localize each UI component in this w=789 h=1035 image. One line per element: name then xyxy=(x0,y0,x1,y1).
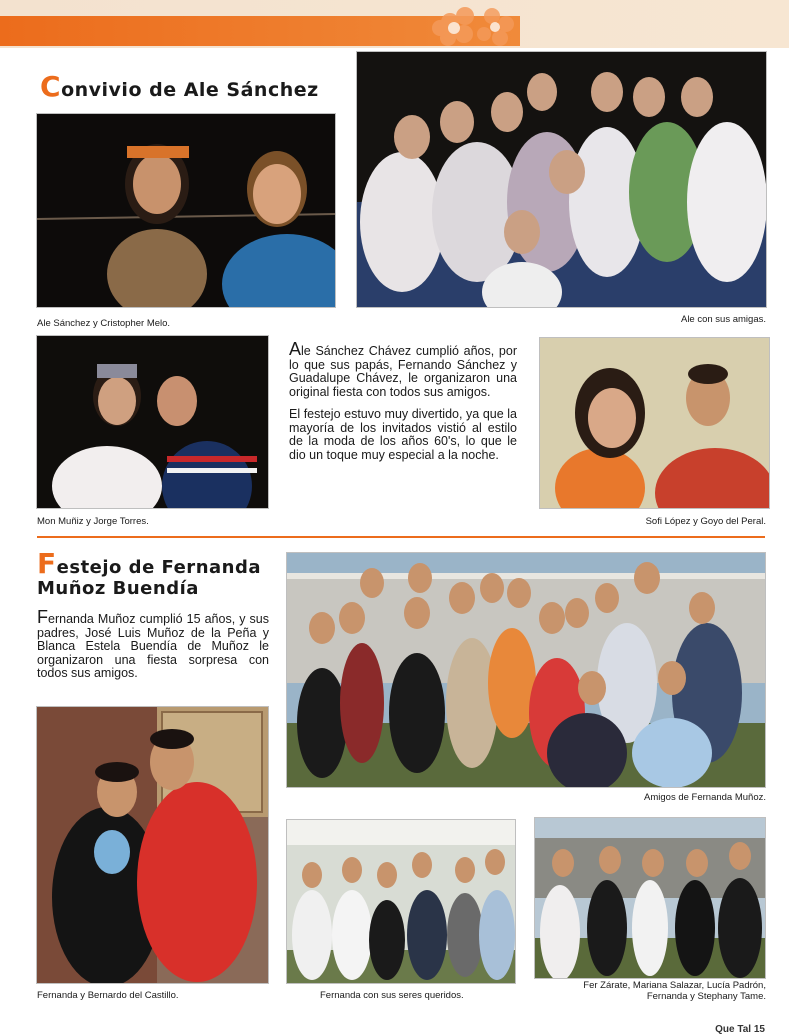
caption-photo3: Mon Muñiz y Jorge Torres. xyxy=(37,516,149,527)
section2-title: Festejo de Fernanda Muñoz Buendía xyxy=(37,547,261,599)
flower-ornament-icon xyxy=(420,2,530,52)
page-folio: Que Tal 15 xyxy=(715,1024,765,1035)
caption-photo8: Fer Zárate, Mariana Salazar, Lucía Padrón, Fernanda y Stephany Tame. xyxy=(583,980,766,1002)
photo-mon-jorge xyxy=(37,336,268,508)
section1-title: Convivio de Ale Sánchez xyxy=(40,70,319,103)
caption-photo5: Amigos de Fernanda Muñoz. xyxy=(644,792,766,803)
article-paragraph: El festejo estuvo muy divertido, ya que la mayoría de los invitados vistió al estilo de la moda de los años 60's, lo que le dio un toque muy especial a la noche. xyxy=(289,407,517,462)
photo-sofi-goyo xyxy=(540,338,769,508)
photo-amigos-fernanda xyxy=(287,553,765,787)
article-convivio xyxy=(289,339,517,471)
article-festejo xyxy=(37,607,269,690)
article-paragraph: Fernanda Muñoz cumplió 15 años, y sus padres, José Luis Muñoz de la Peña y Blanca Estela Buendía de Muñoz le organizaron una fiesta sorpresa con todos sus amigos. xyxy=(37,607,269,680)
photo-fernanda-bernardo xyxy=(37,707,268,983)
photo-fernanda-seres-queridos xyxy=(287,820,515,983)
photo-ale-amigas xyxy=(357,52,766,307)
caption-photo7: Fernanda con sus seres queridos. xyxy=(320,990,464,1001)
caption-photo6: Fernanda y Bernardo del Castillo. xyxy=(37,990,179,1001)
caption-photo2: Ale con sus amigas. xyxy=(680,314,766,325)
photo-ale-cristopher xyxy=(37,114,335,307)
caption-photo4: Sofi López y Goyo del Peral. xyxy=(645,516,766,527)
caption-photo1: Ale Sánchez y Cristopher Melo. xyxy=(37,318,171,329)
photo-fer-mariana-lucia xyxy=(535,818,765,978)
section-divider xyxy=(37,536,765,538)
article-paragraph: Ale Sánchez Chávez cumplió años, por lo que sus papás, Fernando Sánchez y Guadalupe Chávez, le organizaron una original fiesta con todos sus amigos. xyxy=(289,339,517,399)
